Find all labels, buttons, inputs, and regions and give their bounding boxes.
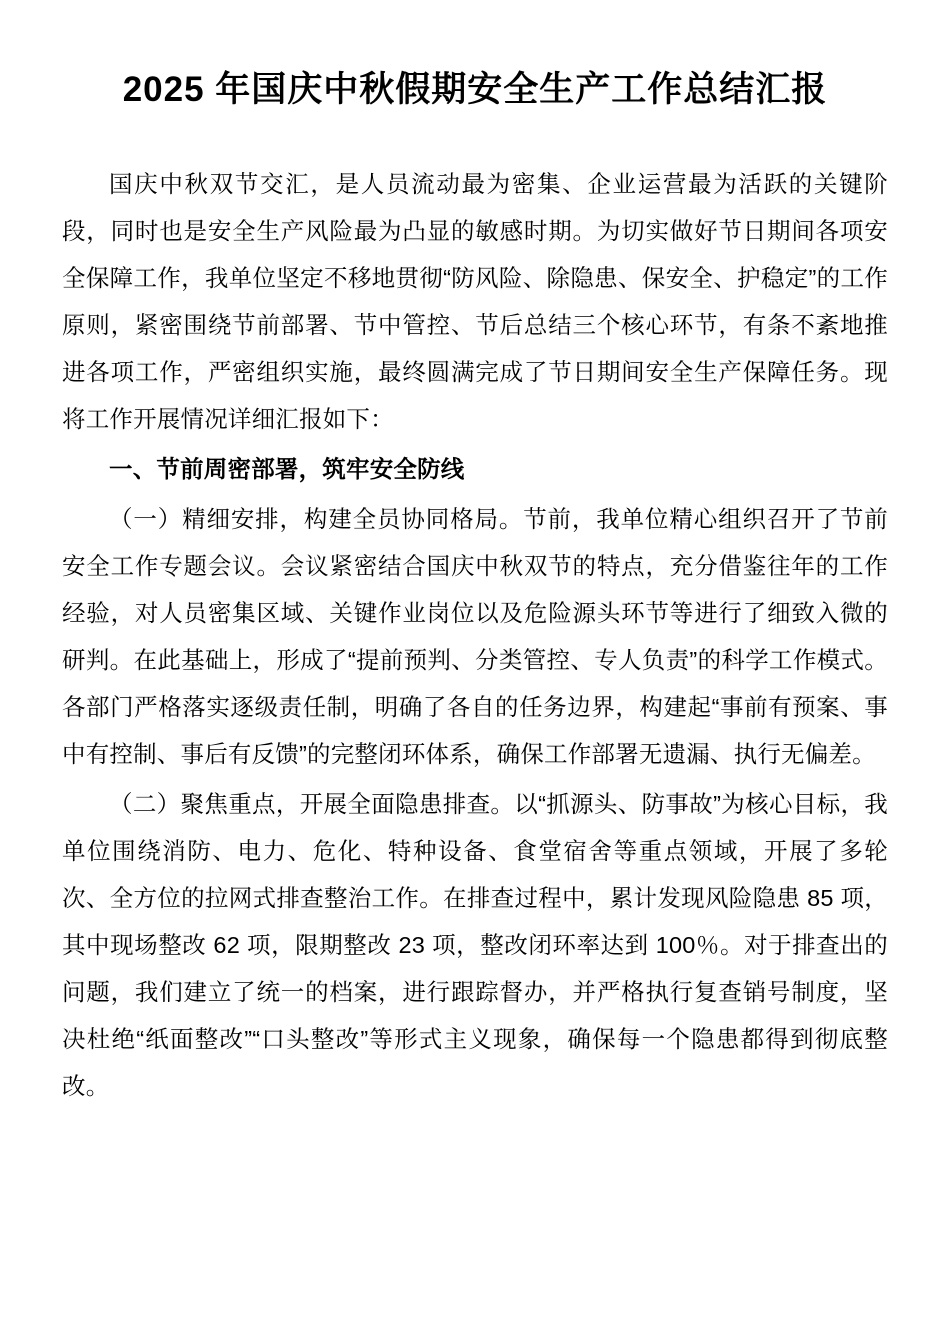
- title-spacer: [62, 123, 888, 161]
- paragraph-section-1-heading: 一、节前周密部署，筑牢安全防线: [109, 456, 465, 483]
- paragraph-intro: 国庆中秋双节交汇，是人员流动最为密集、企业运营最为活跃的关键阶段，同时也是安全生产风险最为凸显的敏感时期。为切实做好节日期间各项安全保障工作，我单位坚定不移地贯彻“防风险、除隐患、保安全、护稳定”的工作原则，紧密围绕节前部署、节中管控、节后总结三个核心环节，有条不紊地推进各项工作，严密组织实施，最终圆满完成了节日期间安全生产保障任务。现将工作开展情况详细汇报如下：: [62, 171, 888, 433]
- paragraph-section-1-2: （二）聚焦重点，开展全面隐患排查。以“抓源头、防事故”为核心目标，我单位围绕消防、电力、危化、特种设备、食堂宿舍等重点领域，开展了多轮次、全方位的拉网式排查整治工作。在排查过程中，累计发现风险隐患 85 项，其中现场整改 62 项，限期整改 23 项，整改闭环率达到 100％。对于排查出的问题，我们建立了统一的档案，进行跟踪督办，并严格执行复查销号制度，坚决杜绝“纸面整改”“口头整改”等形式主义现象，确保每一个隐患都得到彻底整改。: [62, 791, 888, 1100]
- page-title: 2025 年国庆中秋假期安全生产工作总结汇报: [122, 70, 828, 109]
- paragraph-section-1-1: （一）精细安排，构建全员协同格局。节前，我单位精心组织召开了节前安全工作专题会议。会议紧密结合国庆中秋双节的特点，充分借鉴往年的工作经验，对人员密集区域、关键作业岗位以及危险源头环节等进行了细致入微的研判。在此基础上，形成了“提前预判、分类管控、专人负责”的科学工作模式。各部门严格落实逐级责任制，明确了各自的任务边界，构建起“事前有预案、事中有控制、事后有反馈”的完整闭环体系，确保工作部署无遗漏、执行无偏差。: [62, 506, 888, 768]
